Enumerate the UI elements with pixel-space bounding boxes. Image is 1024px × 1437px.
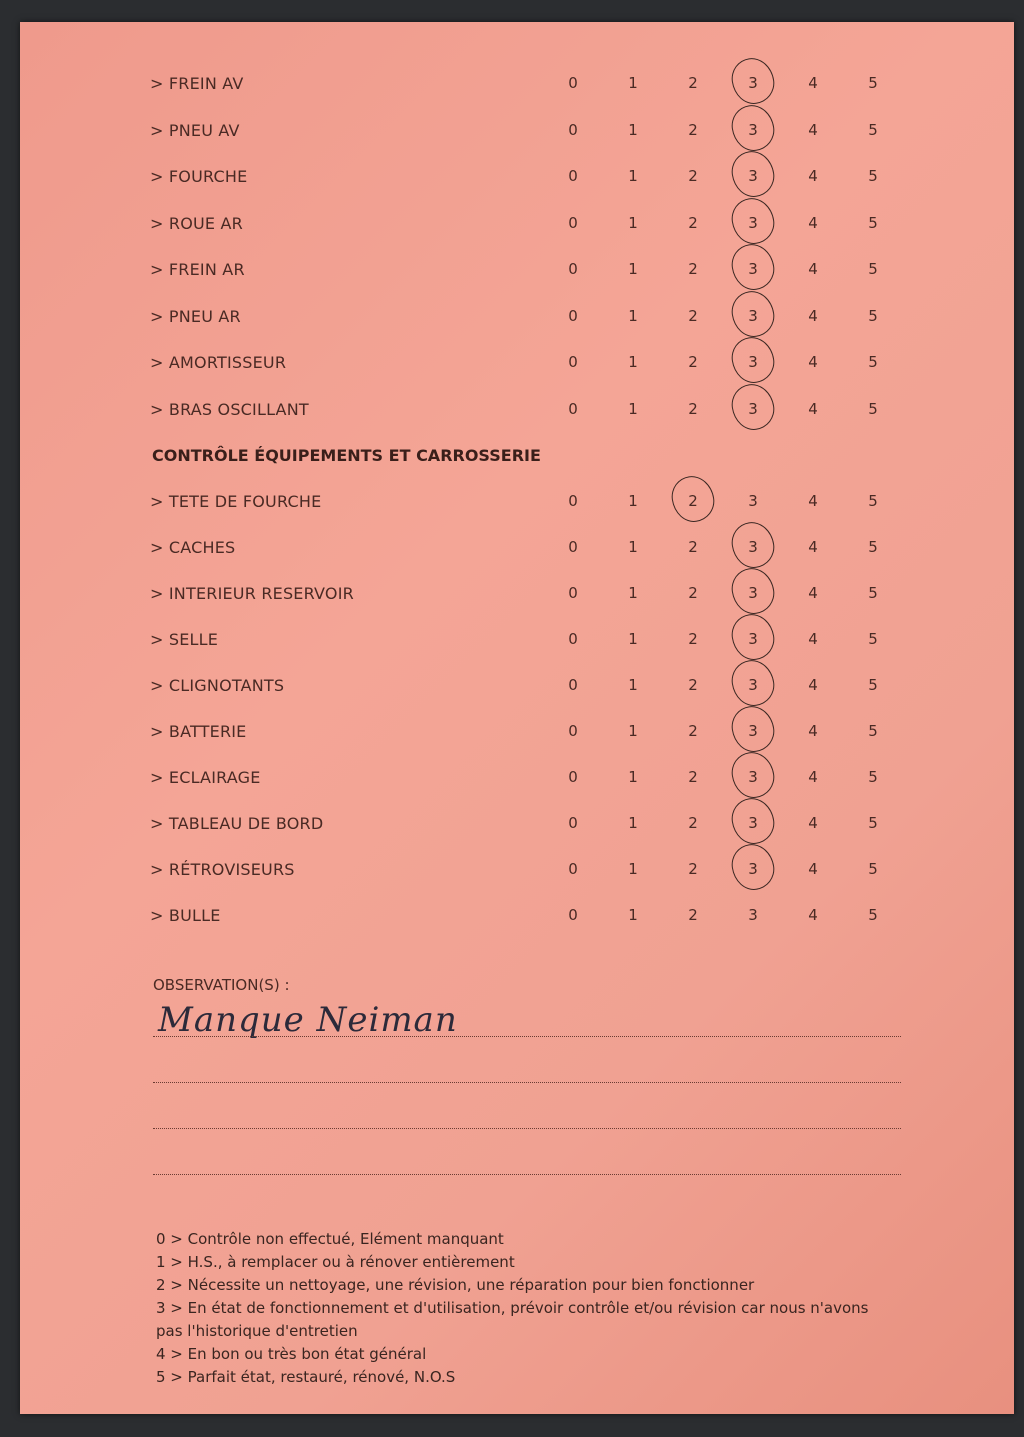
rating-score: 0	[568, 814, 578, 832]
rating-score: 5	[868, 630, 878, 648]
rating-score: 1	[628, 306, 638, 325]
rating-score: 0	[568, 167, 578, 185]
rating-score: 2	[688, 167, 698, 185]
rating-score: 2	[688, 768, 698, 786]
selected-rating-circle	[729, 795, 777, 846]
rating-score: 4	[808, 353, 818, 371]
selected-rating-circle	[729, 657, 777, 708]
checklist-row-label: > SELLE	[150, 630, 219, 649]
checklist-row-label: > BATTERIE	[150, 722, 247, 741]
rating-score: 0	[568, 213, 578, 232]
rating-score: 0	[568, 860, 578, 878]
rating-score: 2	[688, 306, 698, 325]
rating-score: 3	[748, 306, 758, 325]
rating-score: 3	[748, 492, 758, 510]
rating-score: 2	[688, 120, 698, 139]
rating-score: 0	[568, 722, 578, 740]
rating-score: 5	[868, 492, 878, 510]
rating-legend	[156, 1228, 896, 1389]
rating-score: 0	[568, 584, 578, 602]
checklist-row	[20, 117, 1014, 147]
checklist-row-label: > PNEU AV	[150, 120, 240, 140]
rating-score: 0	[568, 260, 578, 278]
rating-score: 4	[808, 676, 818, 694]
checklist-row	[20, 163, 1014, 193]
rating-score: 4	[808, 120, 818, 139]
checklist-row-label: > ROUE AR	[150, 213, 243, 233]
rating-score: 2	[688, 492, 698, 510]
rating-score: 5	[868, 768, 878, 786]
rating-score: 2	[688, 353, 698, 371]
checklist-row-label: > BRAS OSCILLANT	[150, 399, 309, 419]
selected-rating-circle	[729, 381, 777, 432]
rating-score: 3	[748, 860, 758, 878]
rating-score: 2	[688, 860, 698, 878]
rating-score: 0	[568, 768, 578, 786]
rating-score: 1	[628, 722, 638, 740]
handwritten-observation: Manque Neiman	[158, 1000, 458, 1040]
checklist-row	[20, 718, 1014, 748]
selected-rating-circle	[729, 611, 777, 662]
rating-score: 5	[868, 722, 878, 740]
checklist-row-label: > FOURCHE	[150, 167, 248, 186]
legend-item: 4 > En bon ou très bon état général	[156, 1345, 427, 1363]
selected-rating-circle	[729, 55, 777, 106]
rating-score: 1	[628, 768, 638, 786]
rating-score: 3	[748, 213, 758, 232]
rating-score: 3	[748, 399, 758, 418]
checklist-row	[20, 396, 1014, 426]
selected-rating-circle	[729, 334, 777, 385]
rating-score: 3	[748, 74, 758, 92]
rating-score: 5	[868, 74, 878, 92]
rating-score: 2	[688, 722, 698, 740]
section-title: CONTRÔLE ÉQUIPEMENTS ET CARROSSERIE	[152, 446, 541, 465]
rating-score: 2	[688, 676, 698, 694]
rating-score: 4	[808, 584, 818, 602]
rating-score: 2	[688, 630, 698, 648]
rating-score: 4	[808, 167, 818, 185]
rating-score: 5	[868, 584, 878, 602]
checklist-row	[20, 488, 1014, 518]
checklist-row	[20, 256, 1014, 286]
checklist-row-label: > FREIN AR	[150, 260, 245, 279]
observations-label: OBSERVATION(S) :	[153, 976, 290, 994]
rating-score: 0	[568, 676, 578, 694]
rating-score: 5	[868, 120, 878, 139]
observation-line	[153, 1174, 901, 1175]
observation-line	[153, 1128, 901, 1129]
rating-score: 1	[628, 630, 638, 648]
rating-score: 2	[688, 399, 698, 418]
rating-score: 1	[628, 492, 638, 510]
rating-score: 0	[568, 630, 578, 648]
rating-score: 1	[628, 584, 638, 602]
checklist-row-label: > TETE DE FOURCHE	[150, 492, 322, 511]
rating-score: 5	[868, 260, 878, 278]
rating-score: 1	[628, 260, 638, 278]
rating-score: 4	[808, 630, 818, 648]
rating-score: 3	[748, 906, 758, 924]
rating-score: 1	[628, 860, 638, 878]
rating-score: 5	[868, 538, 878, 556]
selected-rating-circle	[729, 241, 777, 292]
rating-score: 4	[808, 538, 818, 556]
rating-score: 5	[868, 213, 878, 232]
rating-score: 2	[688, 906, 698, 924]
rating-score: 3	[748, 120, 758, 139]
checklist-row	[20, 856, 1014, 886]
rating-score: 1	[628, 167, 638, 185]
legend-item: 1 > H.S., à remplacer ou à rénover entièrement	[156, 1253, 515, 1271]
rating-score: 3	[748, 676, 758, 694]
rating-score: 4	[808, 722, 818, 740]
checklist-row	[20, 580, 1014, 610]
checklist-row-label: > PNEU AR	[150, 306, 241, 326]
selected-rating-circle	[729, 749, 777, 800]
rating-score: 0	[568, 353, 578, 371]
rating-score: 4	[808, 74, 818, 92]
rating-score: 1	[628, 120, 638, 139]
rating-score: 2	[688, 584, 698, 602]
rating-score: 4	[808, 306, 818, 325]
legend-item: 3 > En état de fonctionnement et d'utilisation, prévoir contrôle et/ou révision car nous n'avons pas l'historique d'entretien	[156, 1299, 869, 1340]
selected-rating-circle	[729, 288, 777, 339]
checklist-row	[20, 902, 1014, 932]
rating-score: 3	[748, 353, 758, 371]
rating-score: 3	[748, 814, 758, 832]
observation-line	[153, 1082, 901, 1083]
rating-score: 4	[808, 814, 818, 832]
legend-item: 2 > Nécessite un nettoyage, une révision, une réparation pour bien fonctionner	[156, 1276, 755, 1294]
selected-rating-circle	[729, 703, 777, 754]
rating-score: 1	[628, 213, 638, 232]
checklist-row-label: > CLIGNOTANTS	[150, 676, 285, 695]
selected-rating-circle	[729, 148, 777, 199]
selected-rating-circle	[669, 473, 717, 524]
checklist-row	[20, 70, 1014, 100]
checklist-row-label: > TABLEAU DE BORD	[150, 814, 324, 833]
observation-line	[153, 1036, 901, 1037]
checklist-row-label: > RÉTROVISEURS	[150, 860, 295, 879]
rating-score: 0	[568, 306, 578, 325]
inspection-sheet	[20, 22, 1014, 1414]
rating-score: 1	[628, 906, 638, 924]
rating-score: 5	[868, 814, 878, 832]
checklist-row	[20, 764, 1014, 794]
selected-rating-circle	[729, 195, 777, 246]
rating-score: 2	[688, 814, 698, 832]
rating-score: 1	[628, 74, 638, 92]
checklist-row-label: > ECLAIRAGE	[150, 768, 261, 787]
checklist-row	[20, 534, 1014, 564]
rating-score: 3	[748, 538, 758, 556]
rating-score: 4	[808, 492, 818, 510]
rating-score: 1	[628, 814, 638, 832]
rating-score: 5	[868, 167, 878, 185]
legend-item: 0 > Contrôle non effectué, Elément manquant	[156, 1230, 504, 1248]
checklist-row	[20, 303, 1014, 333]
rating-score: 3	[748, 630, 758, 648]
checklist-row-label: > AMORTISSEUR	[150, 353, 287, 372]
rating-score: 4	[808, 768, 818, 786]
rating-score: 3	[748, 768, 758, 786]
rating-score: 5	[868, 353, 878, 371]
rating-score: 2	[688, 74, 698, 92]
selected-rating-circle	[729, 841, 777, 892]
rating-score: 0	[568, 906, 578, 924]
rating-score: 1	[628, 538, 638, 556]
rating-score: 5	[868, 306, 878, 325]
rating-score: 0	[568, 399, 578, 418]
selected-rating-circle	[729, 565, 777, 616]
checklist-row-label: > INTERIEUR RESERVOIR	[150, 584, 354, 603]
selected-rating-circle	[729, 102, 777, 153]
rating-score: 4	[808, 860, 818, 878]
checklist-row	[20, 210, 1014, 240]
rating-score: 5	[868, 399, 878, 418]
checklist-row-label: > BULLE	[150, 906, 221, 925]
selected-rating-circle	[729, 519, 777, 570]
rating-score: 0	[568, 74, 578, 92]
rating-score: 1	[628, 399, 638, 418]
rating-score: 0	[568, 120, 578, 139]
rating-score: 4	[808, 906, 818, 924]
rating-score: 1	[628, 353, 638, 371]
rating-score: 0	[568, 492, 578, 510]
checklist-row	[20, 626, 1014, 656]
rating-score: 5	[868, 860, 878, 878]
checklist-row-label: > CACHES	[150, 538, 236, 557]
rating-score: 3	[748, 260, 758, 278]
rating-score: 5	[868, 676, 878, 694]
rating-score: 3	[748, 167, 758, 185]
checklist-row	[20, 349, 1014, 379]
rating-score: 2	[688, 260, 698, 278]
legend-item: 5 > Parfait état, restauré, rénové, N.O.S	[156, 1368, 456, 1386]
rating-score: 5	[868, 906, 878, 924]
rating-score: 2	[688, 213, 698, 232]
rating-score: 2	[688, 538, 698, 556]
checklist-row	[20, 810, 1014, 840]
checklist-row	[20, 672, 1014, 702]
rating-score: 4	[808, 213, 818, 232]
checklist-row-label: > FREIN AV	[150, 74, 244, 93]
rating-score: 4	[808, 399, 818, 418]
rating-score: 3	[748, 722, 758, 740]
rating-score: 3	[748, 584, 758, 602]
rating-score: 1	[628, 676, 638, 694]
rating-score: 4	[808, 260, 818, 278]
rating-score: 0	[568, 538, 578, 556]
